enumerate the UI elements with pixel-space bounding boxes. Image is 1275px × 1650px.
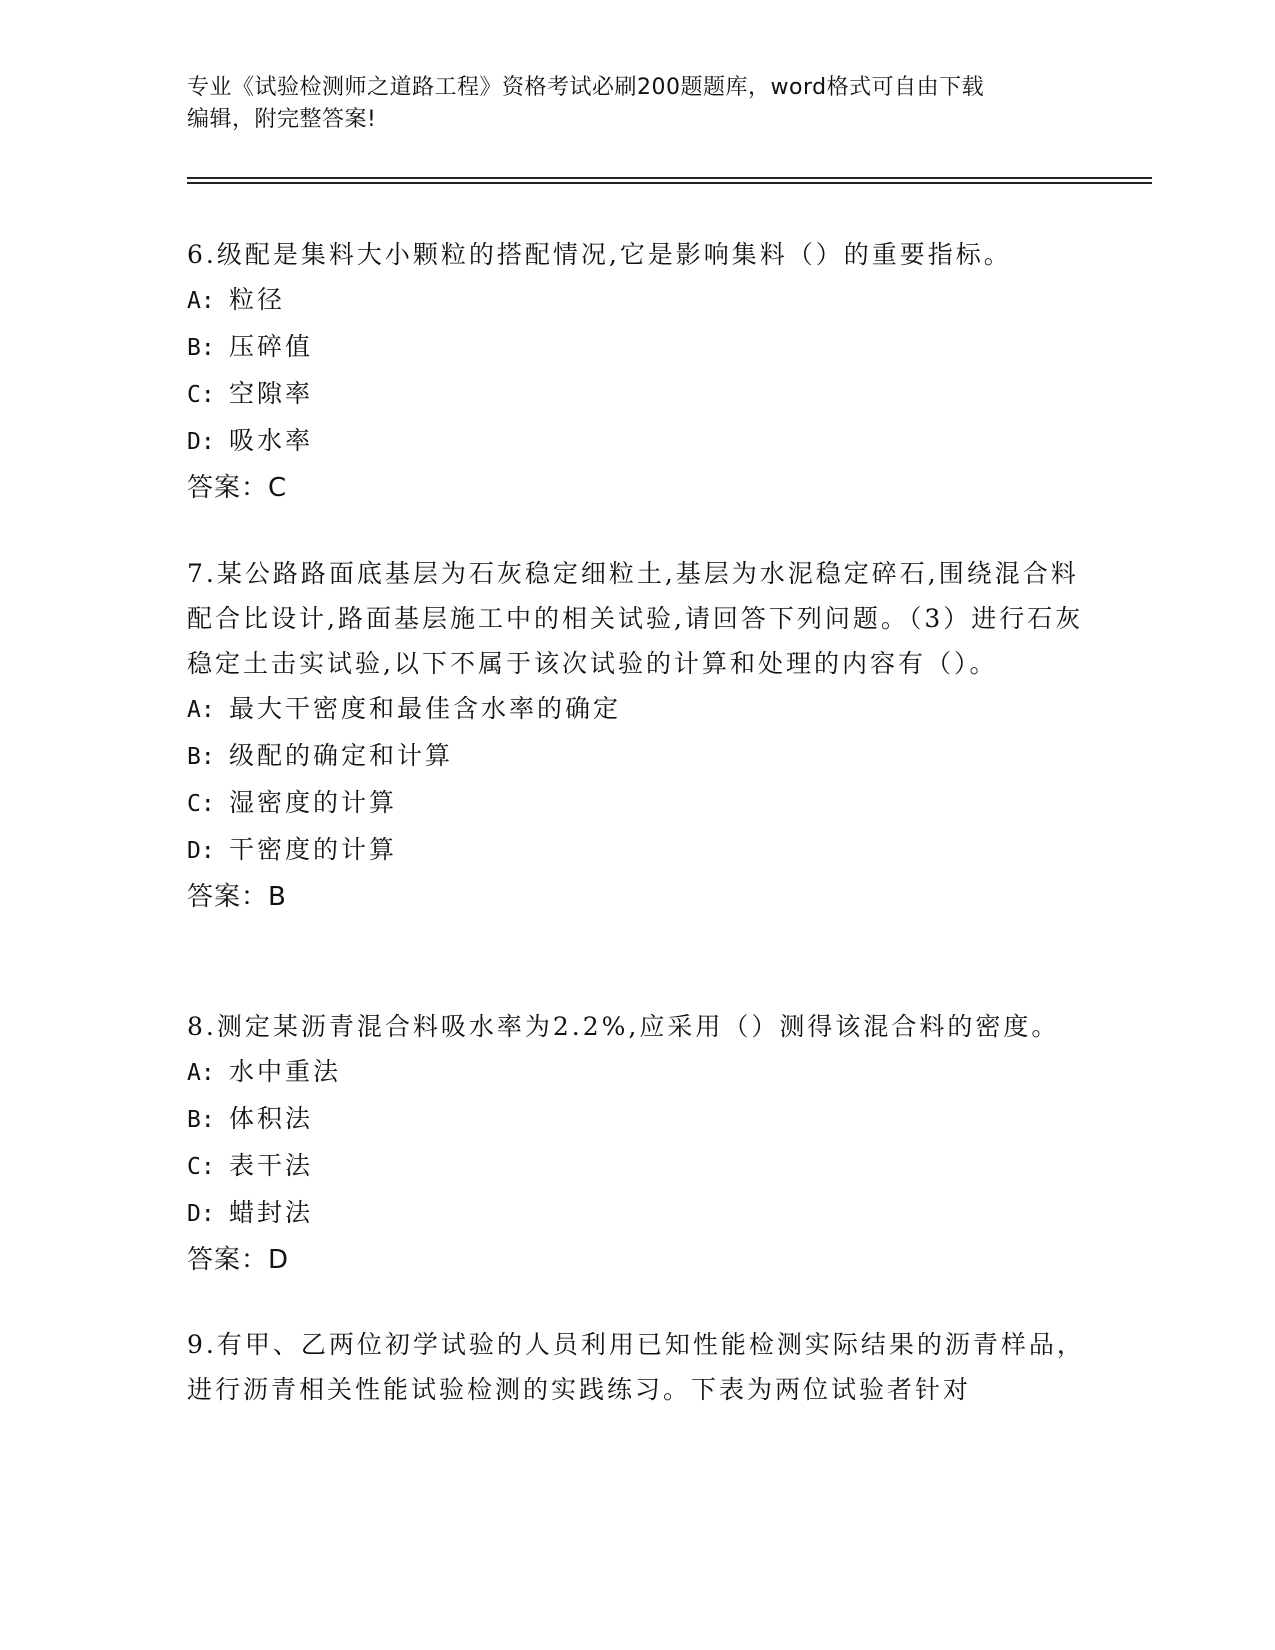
option-letter: C: <box>187 791 215 817</box>
option-text: 湿密度的计算 <box>229 788 398 817</box>
option-d <box>187 827 1087 874</box>
question-text: 8.测定某沥青混合料吸水率为2.2%,应采用（）测得该混合料的密度。 <box>187 1012 1060 1041</box>
option-letter: D: <box>187 838 215 864</box>
option-text: 干密度的计算 <box>229 835 398 864</box>
option-text: 空隙率 <box>229 379 314 408</box>
option-text: 蜡封法 <box>229 1198 314 1227</box>
option-b <box>187 324 1087 371</box>
question-7 <box>187 551 1087 920</box>
option-a <box>187 277 1087 324</box>
header-divider-top <box>187 177 1152 179</box>
question-9 <box>187 1322 1087 1412</box>
question-8 <box>187 1004 1087 1283</box>
option-b <box>187 1096 1087 1143</box>
option-letter: C: <box>187 382 215 408</box>
header-title-line-1: 专业《试验检测师之道路工程》资格考试必刷200题题库，word格式可自由下载 <box>187 75 985 100</box>
question-text: 6.级配是集料大小颗粒的搭配情况,它是影响集料（）的重要指标。 <box>187 240 1012 269</box>
answer-label: 答案：C <box>187 473 288 503</box>
option-a <box>187 686 1087 733</box>
document-header <box>187 72 1087 136</box>
option-letter: A: <box>187 1060 215 1086</box>
option-text: 表干法 <box>229 1151 314 1180</box>
option-text: 水中重法 <box>229 1057 342 1086</box>
option-text: 吸水率 <box>229 426 314 455</box>
question-text: 9.有甲、乙两位初学试验的人员利用已知性能检测实际结果的沥青样品，进行沥青相关性能试验检测的实践练习。下表为两位试验者针对 <box>187 1330 1085 1404</box>
option-d <box>187 1190 1087 1237</box>
option-c <box>187 371 1087 418</box>
option-letter: B: <box>187 1107 215 1133</box>
option-letter: A: <box>187 288 215 314</box>
option-letter: C: <box>187 1154 215 1180</box>
option-b <box>187 733 1087 780</box>
answer-label: 答案：D <box>187 1245 290 1275</box>
header-title-line-2: 编辑，附完整答案! <box>187 107 377 132</box>
option-text: 粒径 <box>229 285 286 314</box>
question-6 <box>187 232 1087 511</box>
answer-label: 答案：B <box>187 882 287 912</box>
option-letter: A: <box>187 697 215 723</box>
option-letter: D: <box>187 1201 215 1227</box>
option-letter: B: <box>187 744 215 770</box>
question-text: 7.某公路路面底基层为石灰稳定细粒土,基层为水泥稳定碎石,围绕混合料配合比设计,路面基层施工中的相关试验,请回答下列问题。（3）进行石灰稳定土击实试验,以下不属于该次试验的计算和处理的内容有（）。 <box>187 559 1084 678</box>
option-c <box>187 1143 1087 1190</box>
option-a <box>187 1049 1087 1096</box>
option-text: 体积法 <box>229 1104 314 1133</box>
option-c <box>187 780 1087 827</box>
option-d <box>187 418 1087 465</box>
option-text: 级配的确定和计算 <box>229 741 454 770</box>
option-text: 最大干密度和最佳含水率的确定 <box>229 694 622 723</box>
option-text: 压碎值 <box>229 332 314 361</box>
option-letter: D: <box>187 429 215 455</box>
header-divider-bottom <box>187 182 1152 184</box>
option-letter: B: <box>187 335 215 361</box>
